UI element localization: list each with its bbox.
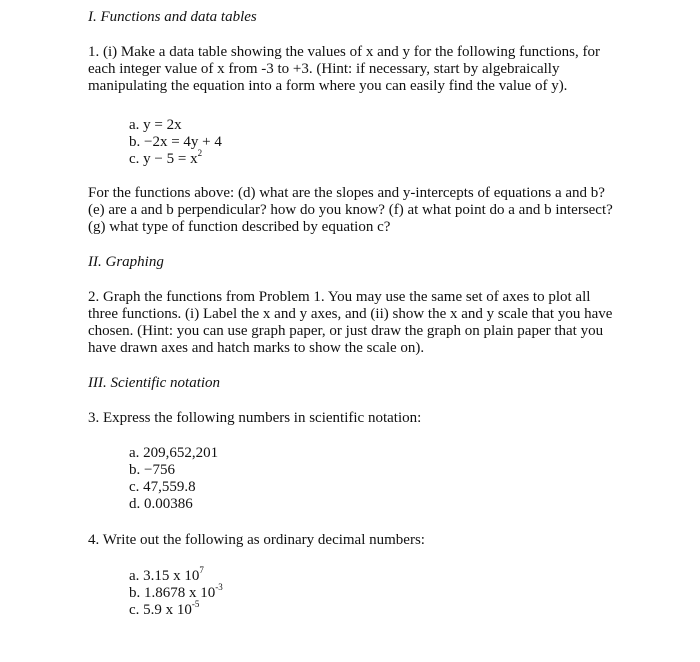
problem-1-line-2: each integer value of x from -3 to +3. (Hint: if necessary, start by algebraically [88, 61, 560, 77]
function-c-base: c. y − 5 = x [129, 151, 198, 167]
function-a: a. y = 2x [129, 117, 182, 133]
problem-2-line-2: three functions. (i) Label the x and y axes, and (ii) show the x and y scale that you have [88, 306, 613, 322]
function-b: b. −2x = 4y + 4 [129, 134, 222, 150]
function-c [129, 148, 203, 168]
problem-2-line-3: chosen. (Hint: you can use graph paper, or just draw the graph on plain paper that you [88, 323, 604, 339]
decimal-c-base: c. 5.9 x 10 [129, 602, 192, 618]
number-b: b. −756 [129, 462, 175, 478]
function-c-exponent: 2 [197, 148, 203, 158]
decimal-a-base: a. 3.15 x 10 [129, 568, 200, 584]
number-d: d. 0.00386 [129, 496, 193, 512]
decimal-b [129, 582, 223, 602]
questions-line-1: For the functions above: (d) what are the slopes and y-intercepts of equations a and b? [88, 185, 605, 201]
section-title-functions: I. Functions and data tables [88, 9, 257, 25]
questions-line-2: (e) are a and b perpendicular? how do you know? (f) at what point do a and b intersect? [88, 202, 613, 218]
decimal-a-exponent: 7 [199, 565, 204, 575]
section-title-scientific-notation: III. Scientific notation [88, 375, 221, 391]
problem-2-line-4: have drawn axes and hatch marks to show the scale on). [88, 340, 425, 356]
section-title-graphing: II. Graphing [88, 254, 164, 270]
problem-2-line-1: 2. Graph the functions from Problem 1. You may use the same set of axes to plot all [88, 289, 591, 305]
number-a: a. 209,652,201 [129, 445, 219, 461]
number-c: c. 47,559.8 [129, 479, 196, 495]
decimal-b-exponent: -3 [215, 582, 223, 592]
problem-1-line-3: manipulating the equation into a form where you can easily find the value of y). [88, 78, 568, 94]
problem-3-intro: 3. Express the following numbers in scientific notation: [88, 410, 422, 426]
decimal-b-base: b. 1.8678 x 10 [129, 585, 216, 601]
decimal-a [129, 565, 204, 585]
decimal-c [129, 599, 200, 619]
questions-line-3: (g) what type of function described by equation c? [88, 219, 391, 235]
decimal-c-exponent: -5 [191, 599, 200, 609]
problem-4-intro: 4. Write out the following as ordinary decimal numbers: [88, 532, 425, 548]
problem-1-line-1: 1. (i) Make a data table showing the values of x and y for the following functions, for [88, 44, 600, 60]
